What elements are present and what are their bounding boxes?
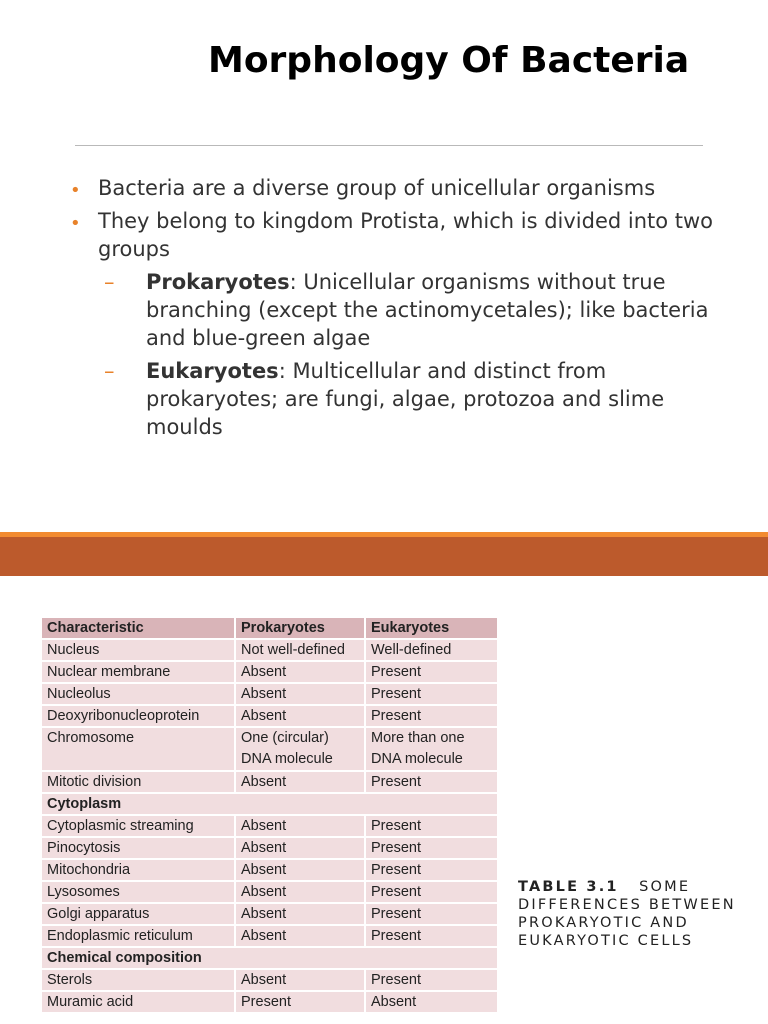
characteristic-cell: Mitotic division [41,771,235,793]
sub-bullet-text: : Unicellular organisms without true branching (except the actinomycetales); like bacteria and blue-green algae [146,270,709,350]
prokaryote-cell: Absent [235,859,365,881]
eukaryote-cell: More than one DNA molecule [365,727,498,771]
section-cell: Cytoplasm [41,793,498,815]
table-caption [518,878,738,950]
characteristic-cell: Sterols [41,969,235,991]
prokaryote-cell: Absent [235,969,365,991]
bullet-item [70,174,720,202]
prokaryote-cell: Absent [235,683,365,705]
dash-icon: – [104,270,115,294]
caption-label: TABLE 3.1 [518,879,619,895]
table-row [41,727,498,771]
sub-bullet-prokaryotes [70,268,720,352]
prokaryote-cell: Not well-defined [235,639,365,661]
table-row [41,661,498,683]
eukaryote-cell: Present [365,925,498,947]
bullet-item [70,207,720,263]
bullet-text: They belong to kingdom Protista, which is divided into two groups [98,209,714,261]
bullet-list [70,174,720,446]
table-header-row [41,617,498,639]
prokaryote-cell: Absent [235,925,365,947]
characteristic-cell: Muramic acid [41,991,235,1013]
eukaryote-cell: Present [365,661,498,683]
prokaryote-cell: Absent [235,837,365,859]
eukaryote-cell: Present [365,903,498,925]
characteristic-cell: Mitochondria [41,859,235,881]
caption-text: SOME DIFFERENCES BETWEEN PROKARYOTIC AND EUKARYOTIC CELLS [518,879,736,949]
table-row [41,881,498,903]
eukaryote-cell: Present [365,837,498,859]
eukaryote-cell: Absent [365,991,498,1013]
prokaryote-cell: Absent [235,903,365,925]
eukaryote-cell: Present [365,859,498,881]
table-row [41,639,498,661]
prokaryote-cell: Present [235,991,365,1013]
eukaryote-cell: Present [365,815,498,837]
prokaryote-cell: One (circular) DNA molecule [235,727,365,771]
characteristic-cell: Golgi apparatus [41,903,235,925]
slide-title: Morphology Of Bacteria [208,40,690,81]
characteristic-cell: Cytoplasmic streaming [41,815,235,837]
table-row [41,859,498,881]
eukaryote-cell: Well-defined [365,639,498,661]
characteristic-cell: Nuclear membrane [41,661,235,683]
table-row [41,837,498,859]
comparison-table [40,616,499,1014]
table-row [41,969,498,991]
section-band [0,537,768,576]
prokaryote-cell: Absent [235,771,365,793]
table-row [41,925,498,947]
eukaryote-cell: Present [365,771,498,793]
title-divider [75,145,703,146]
eukaryote-cell: Present [365,683,498,705]
bullet-text: Bacteria are a diverse group of unicellular organisms [98,176,656,200]
header-characteristic: Characteristic [41,617,235,639]
bullet-dot-icon: • [70,180,81,201]
table-row [41,705,498,727]
characteristic-cell: Nucleolus [41,683,235,705]
table-row [41,771,498,793]
prokaryote-cell: Absent [235,881,365,903]
characteristic-cell: Endoplasmic reticulum [41,925,235,947]
table-row [41,947,498,969]
bullet-dot-icon: • [70,213,81,234]
eukaryote-cell: Present [365,881,498,903]
dash-icon: – [104,359,115,383]
table-row [41,683,498,705]
eukaryote-cell: Present [365,969,498,991]
prokaryote-cell: Absent [235,815,365,837]
characteristic-cell: Deoxyribonucleoprotein [41,705,235,727]
table-row [41,991,498,1013]
term-eukaryotes: Eukaryotes [146,359,279,383]
characteristic-cell: Lysosomes [41,881,235,903]
characteristic-cell: Chromosome [41,727,235,771]
sub-bullet-eukaryotes [70,357,720,441]
prokaryote-cell: Absent [235,705,365,727]
table-row [41,793,498,815]
prokaryote-cell: Absent [235,661,365,683]
sub-bullet-text: : Multicellular and distinct from prokaryotes; are fungi, algae, protozoa and slime moulds [146,359,665,439]
term-prokaryotes: Prokaryotes [146,270,290,294]
header-eukaryotes: Eukaryotes [365,617,498,639]
characteristic-cell: Nucleus [41,639,235,661]
table-row [41,815,498,837]
section-cell: Chemical composition [41,947,498,969]
table-row [41,903,498,925]
header-prokaryotes: Prokaryotes [235,617,365,639]
characteristic-cell: Pinocytosis [41,837,235,859]
eukaryote-cell: Present [365,705,498,727]
